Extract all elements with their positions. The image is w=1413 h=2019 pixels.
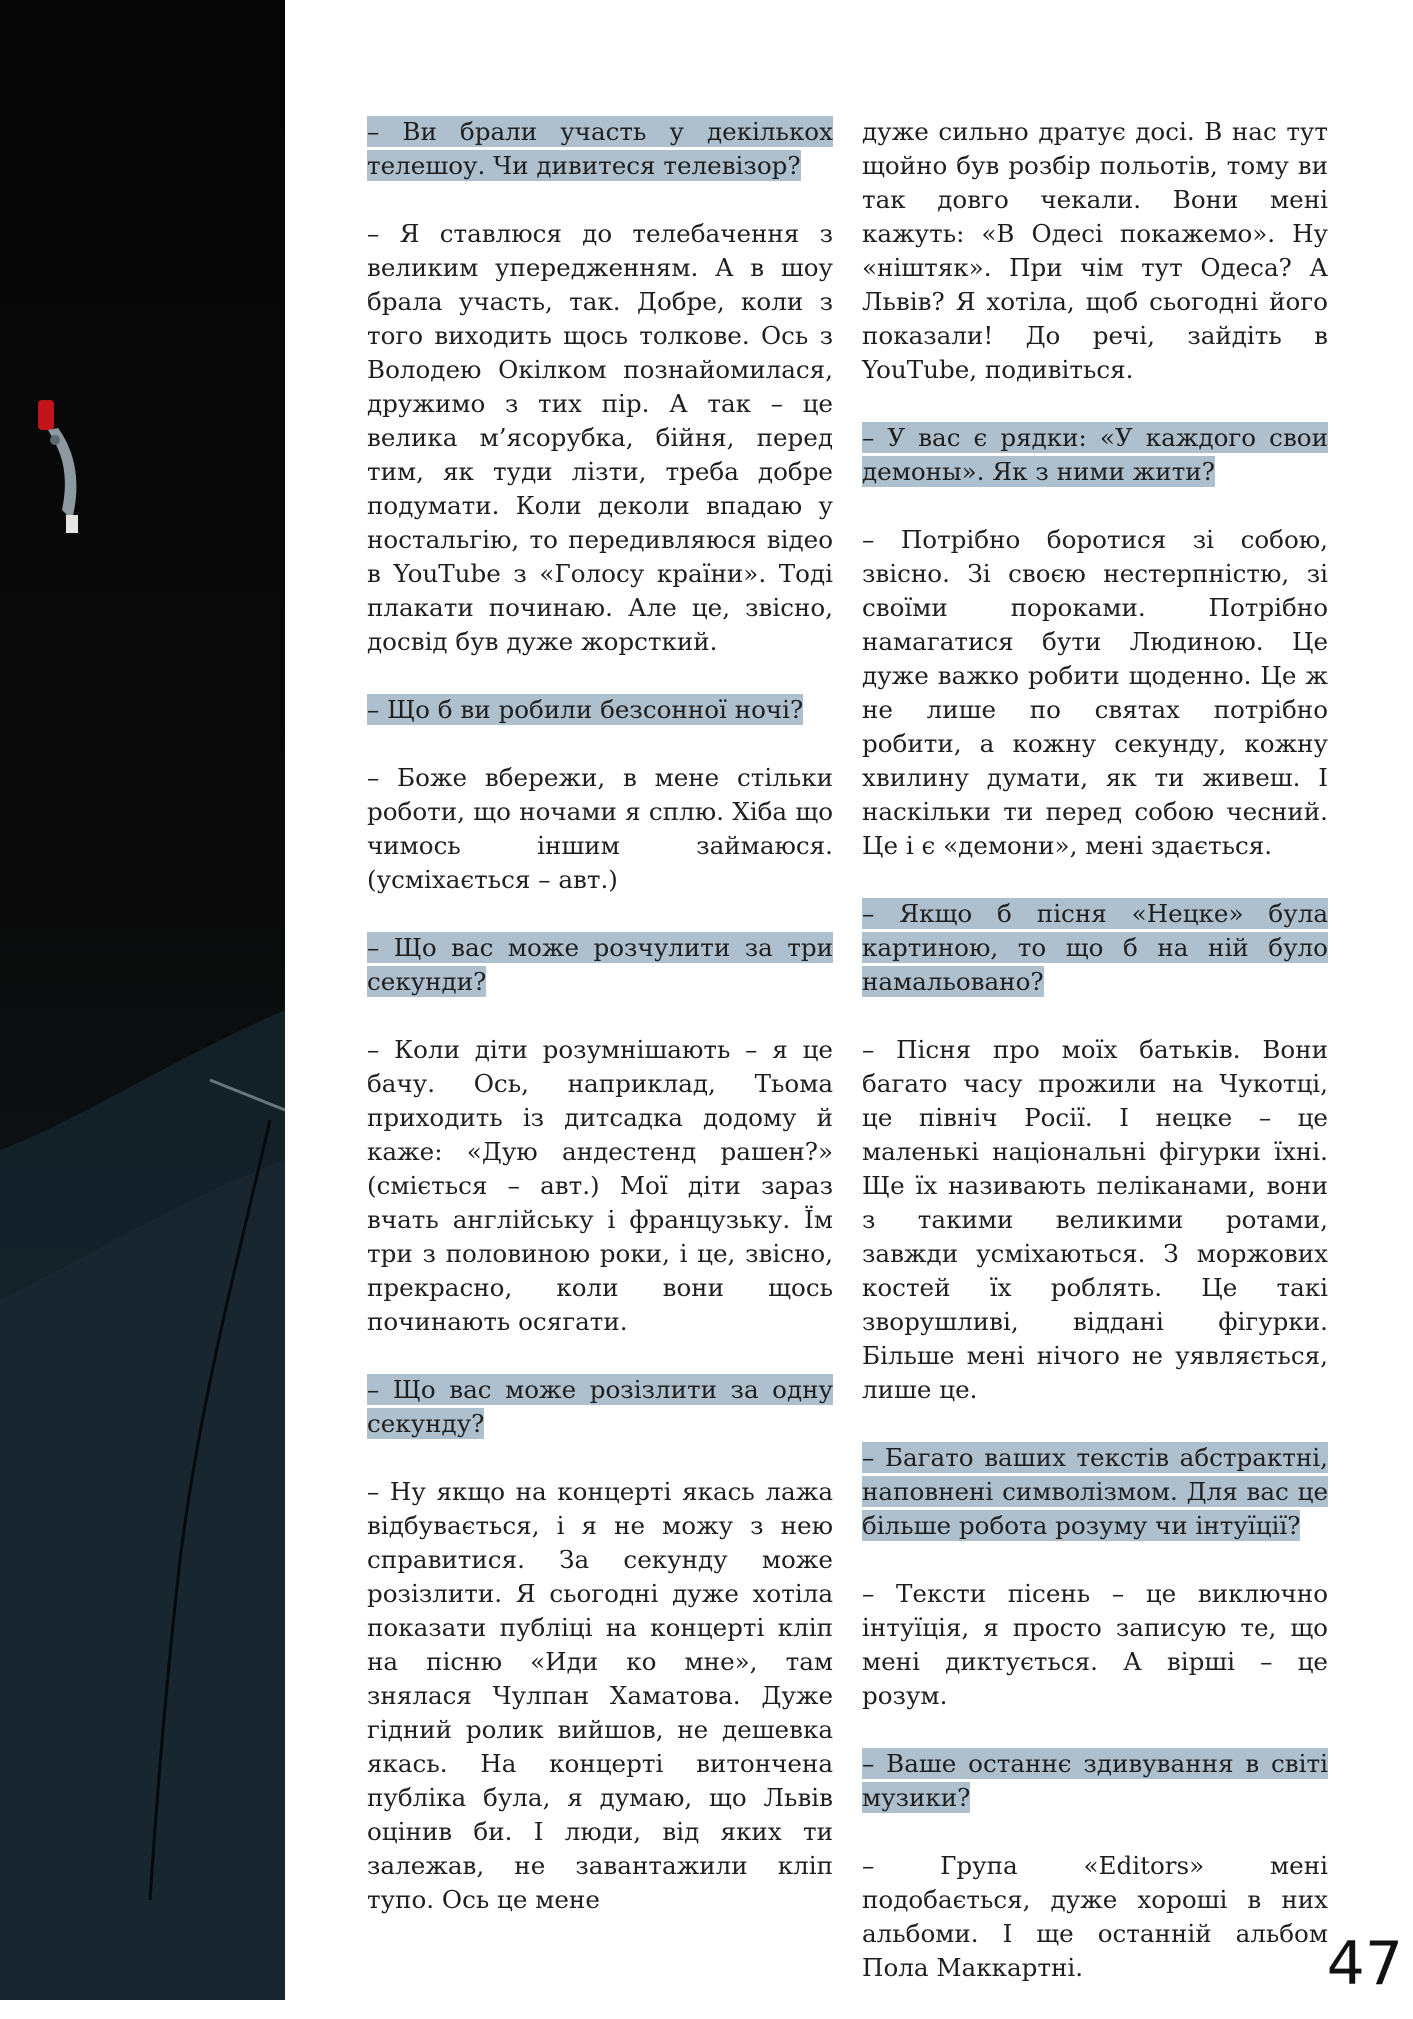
interview-answer: – Потрібно боротися зі собою, звісно. Зі своєю нестерпністю, зі своїми пороками. Потрібно намагатися бути Людиною. Це дуже важко робити щоденно. Це ж не лише по святах потрібно робити, а кожну секунду, кожну хвилину думати, як ти живеш. І наскільки ти перед собою чесний. Це і є «демони», мені здається.: [862, 525, 1328, 860]
interview-question: – Що б ви робили безсонної ночі?: [367, 695, 804, 724]
concert-photo-image: [0, 0, 285, 2000]
interview-answer: – Пісня про моїх батьків. Вони багато часу прожили на Чукотці, це північ Росії. І нецке – це маленькі національні фігурки їхні. Ще їх називають пеліканами, вони з такими великими ротами, завжди усміхаються. З моржових костей їх роблять. Це такі зворушливі, віддані фігурки. Більше мені нічого не уявляється, лише це.: [862, 1035, 1328, 1404]
interview-answer: – Ну якщо на концерті якась лажа відбувається, і я не можу з нею справитися. За секунду може розізлити. Я сьогодні дуже хотіла показати публіці на концерті кліп на пісню «Иди ко мне», там знялася Чулпан Хаматова. Дуже гідний ролик вийшов, не дешевка якась. На концерті витончена публіка була, я думаю, що Львів оцінив би. І люди, від яких ти залежав, не завантажили кліп тупо. Ось це мене: [367, 1477, 833, 1914]
interview-question: – Ваше останнє здивування в світі музики?: [862, 1749, 1328, 1812]
photo-strip: [0, 0, 285, 2000]
interview-question: – Багато ваших текстів абстрактні, наповнені символізмом. Для вас це більше робота розуму чи інтуїції?: [862, 1443, 1328, 1540]
interview-answer: дуже сильно дратує досі. В нас тут щойно був розбір польотів, тому ви так довго чекали. Вони мені кажуть: «В Одесі покажемо». Ну «ніштяк». При чім тут Одеса? А Львів? Я хотіла, щоб сьогодні його показали! До речі, зайдіть в YouTube, подивіться.: [862, 117, 1328, 384]
interview-answer: – Група «Editors» мені подобається, дуже хороші в них альбоми. І ще останній альбом Пола Маккартні.: [862, 1851, 1328, 1982]
page-number: 47: [1326, 1929, 1403, 1999]
interview-question: – Що вас може розчулити за три секунди?: [367, 933, 833, 996]
article-column-right: [862, 115, 1328, 2019]
interview-answer: – Коли діти розумнішають – я це бачу. Ось, наприклад, Тьома приходить із дитсадка додому й каже: «Дую андестенд рашен?» (сміється – авт.) Мої діти зараз вчать англійську і французьку. Їм три з половиною роки, і це, звісно, прекрасно, коли вони щось починають осягати.: [367, 1035, 833, 1336]
interview-question: – Ви брали участь у декількох телешоу. Чи дивитеся телевізор?: [367, 117, 833, 180]
interview-answer: – Боже вбережи, в мене стільки роботи, що ночами я сплю. Хіба що чимось іншим займаюся. (усміхається – авт.): [367, 763, 833, 894]
interview-answer: – Тексти пісень – це виключно інтуїція, я просто записую те, що мені диктується. А вірші – це розум.: [862, 1579, 1328, 1710]
article-column-left: [367, 115, 833, 1951]
interview-question: – Що вас може розізлити за одну секунду?: [367, 1375, 833, 1438]
interview-question: – У вас є рядки: «У каждого свои демоны». Як з ними жити?: [862, 423, 1328, 486]
interview-question: – Якщо б пісня «Нецке» була картиною, то що б на ній було намальовано?: [862, 899, 1328, 996]
interview-answer: – Я ставлюся до телебачення з великим упередженням. А в шоу брала участь, так. Добре, коли з того виходить щось толкове. Ось з Володею Окілком познайомилася, дружимо з тих пір. А так – це велика м’ясорубка, бійня, перед тим, як туди лізти, треба добре подумати. Коли деколи впадаю у ностальгію, то передивляюся відео в YouTube з «Голосу країни». Тоді плакати починаю. Але це, звісно, досвід був дуже жорсткий.: [367, 219, 833, 656]
